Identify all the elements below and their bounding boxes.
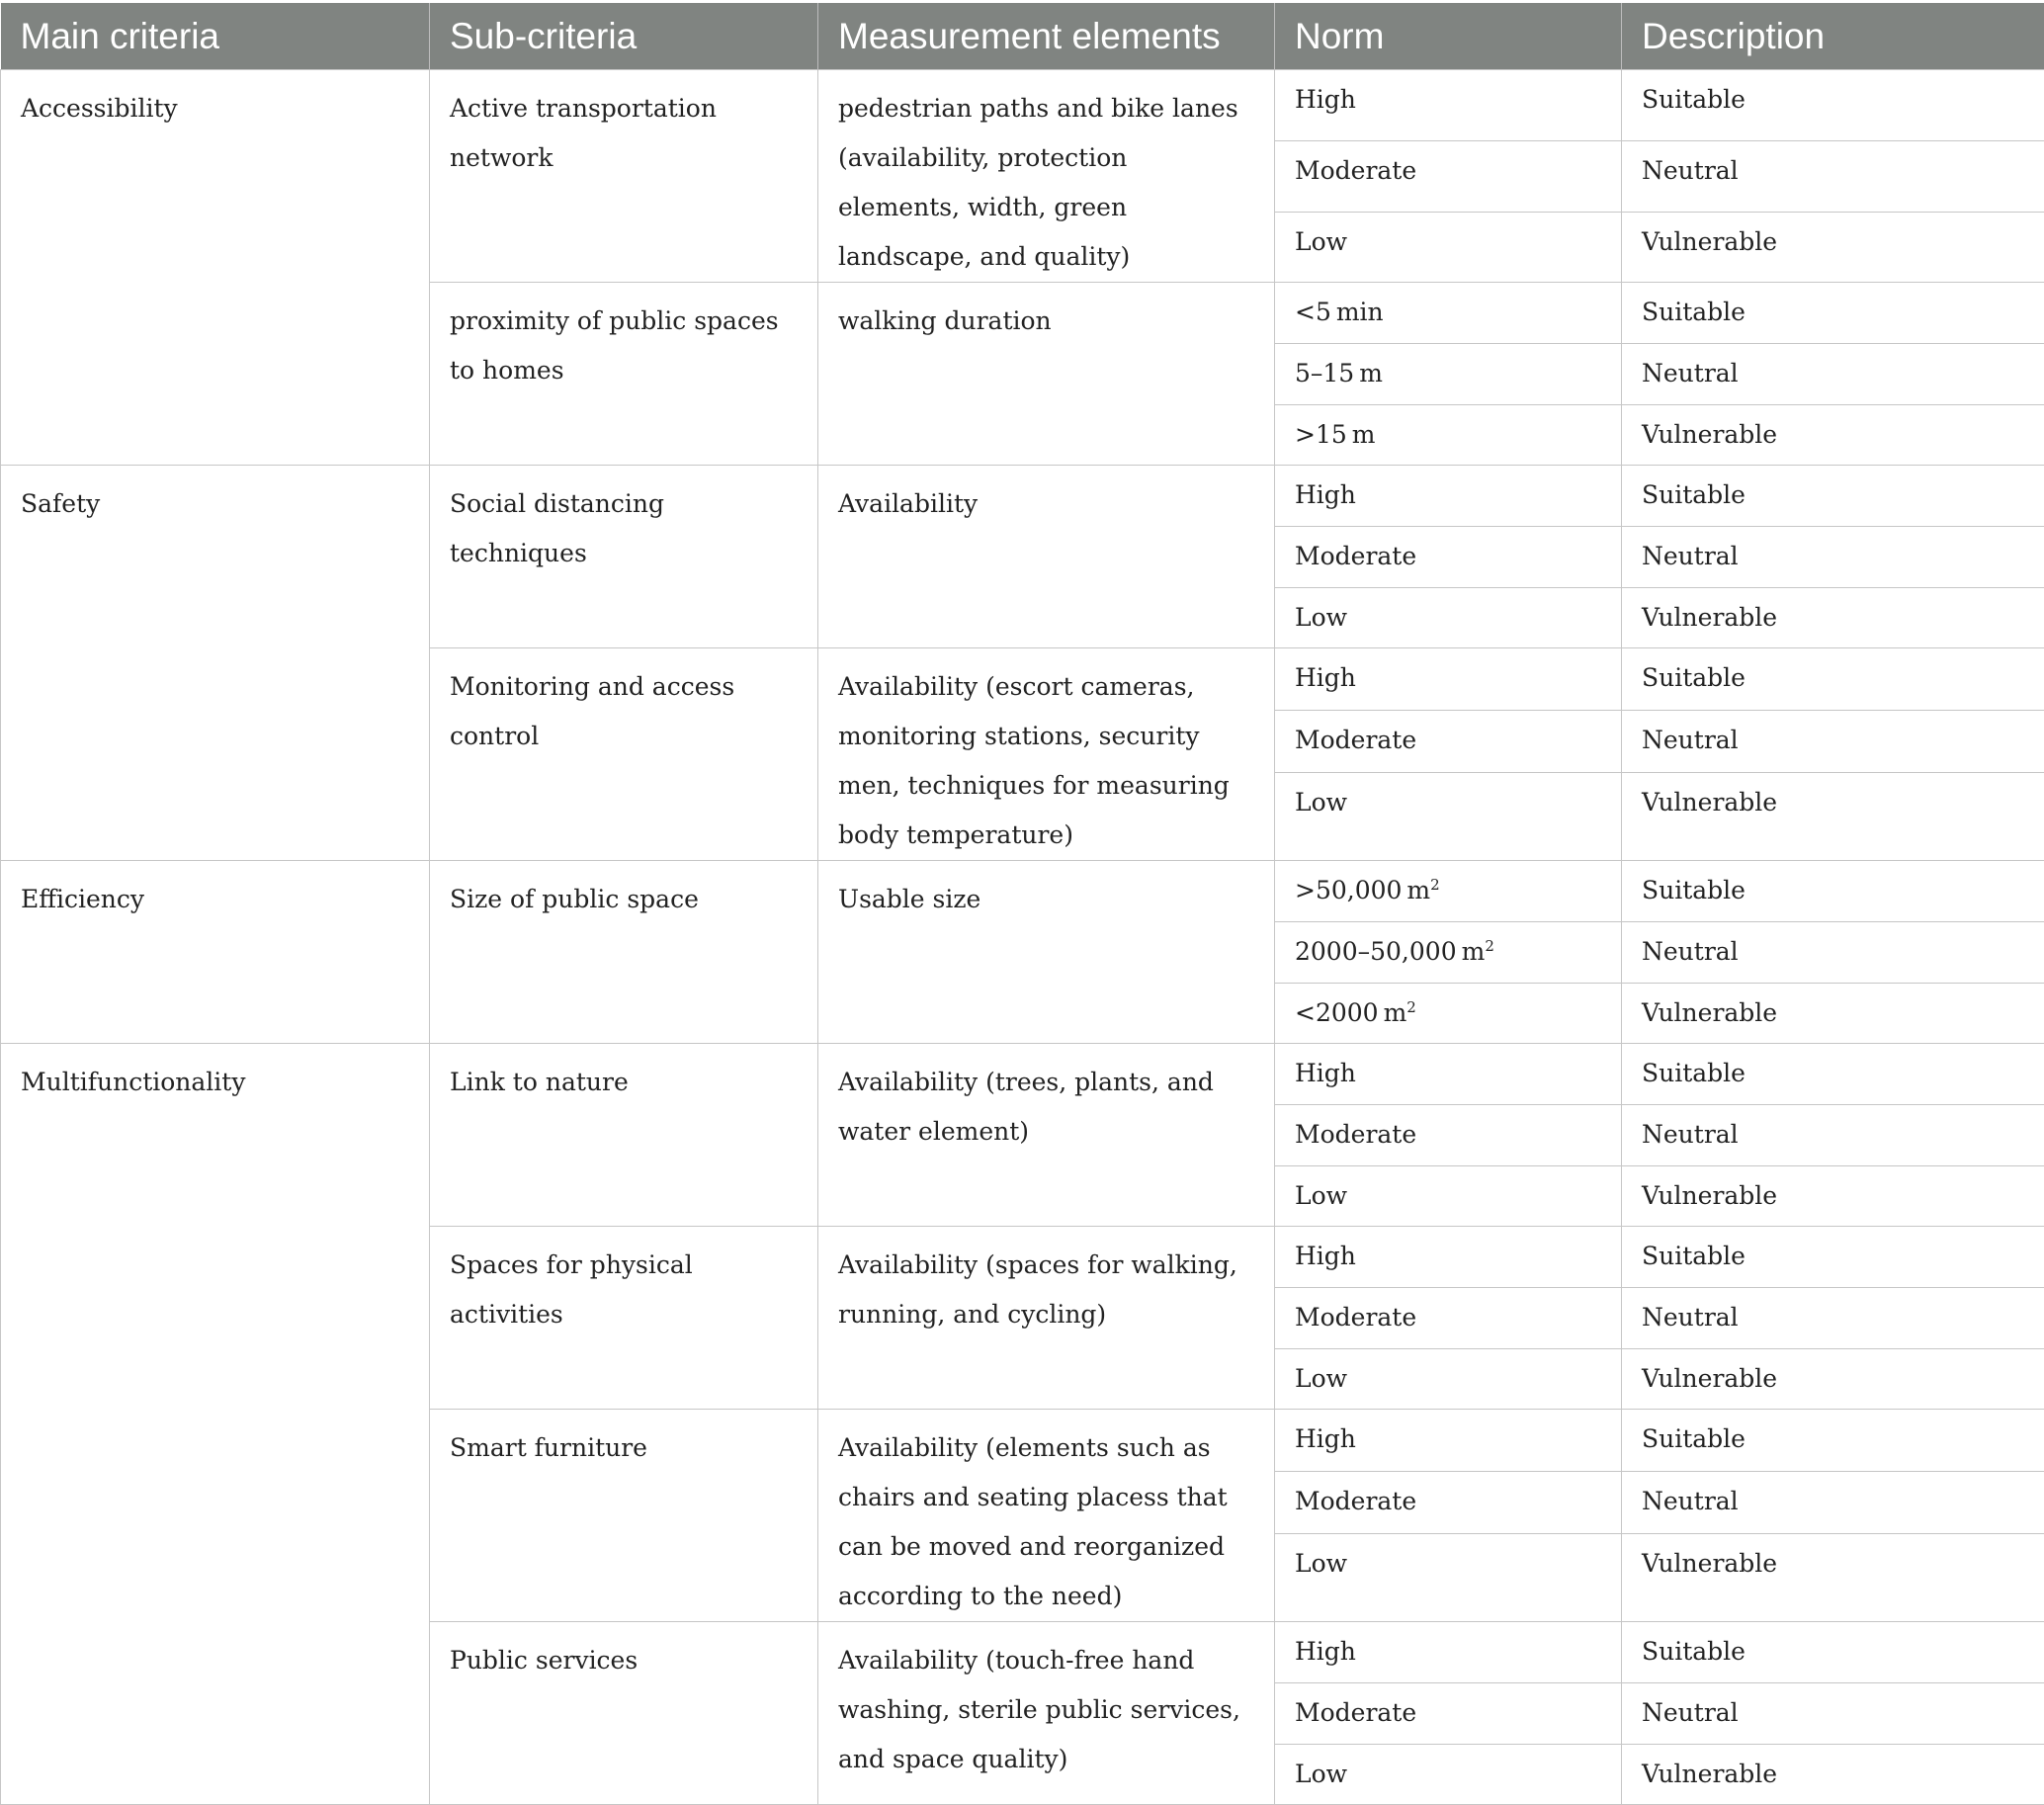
table-body	[1, 70, 2044, 1805]
norm-cell	[1275, 344, 1622, 405]
description-cell: Vulnerable	[1622, 405, 2044, 466]
description-cell: Suitable	[1622, 861, 2044, 922]
header-sub-criteria: Sub-criteria	[430, 3, 818, 70]
norm-cell	[1275, 710, 1622, 772]
description-cell: Vulnerable	[1622, 213, 2044, 283]
norm-value: Moderate	[1295, 156, 1416, 185]
measurement-elements-cell: Availability (spaces for walking, running, and cycling)	[818, 1227, 1275, 1410]
norm-value: 5–15 m	[1295, 359, 1383, 387]
description-cell: Suitable	[1622, 648, 2044, 711]
norm-cell	[1275, 1166, 1622, 1227]
sub-criteria-cell: Link to nature	[430, 1044, 818, 1227]
table-row	[1, 70, 2044, 141]
description-cell: Vulnerable	[1622, 984, 2044, 1044]
description-cell: Vulnerable	[1622, 1533, 2044, 1621]
sub-criteria-cell: Size of public space	[430, 861, 818, 1044]
measurement-elements-cell: Availability (trees, plants, and water element)	[818, 1044, 1275, 1227]
norm-value: Low	[1295, 1181, 1347, 1210]
norm-value: High	[1295, 663, 1356, 692]
norm-cell	[1275, 466, 1622, 527]
table-row	[1, 861, 2044, 922]
measurement-elements-cell: Availability	[818, 466, 1275, 648]
description-cell: Suitable	[1622, 1622, 2044, 1683]
description-cell: Suitable	[1622, 466, 2044, 527]
description-cell: Suitable	[1622, 283, 2044, 344]
header-measurement-elements: Measurement elements	[818, 3, 1275, 70]
norm-cell	[1275, 1745, 1622, 1805]
norm-value: >50,000 m	[1295, 876, 1430, 904]
header-description: Description	[1622, 3, 2044, 70]
norm-cell	[1275, 984, 1622, 1044]
norm-value: Moderate	[1295, 1487, 1416, 1515]
norm-value: High	[1295, 85, 1356, 114]
sub-criteria-cell: Public services	[430, 1622, 818, 1805]
norm-value: High	[1295, 1424, 1356, 1453]
description-cell: Suitable	[1622, 1044, 2044, 1105]
description-cell: Neutral	[1622, 344, 2044, 405]
description-cell: Neutral	[1622, 141, 2044, 213]
description-cell: Neutral	[1622, 1105, 2044, 1166]
main-criteria-cell: Efficiency	[1, 861, 430, 1044]
description-cell: Vulnerable	[1622, 1745, 2044, 1805]
norm-cell	[1275, 1227, 1622, 1288]
norm-cell	[1275, 1288, 1622, 1349]
norm-value: High	[1295, 1059, 1356, 1087]
sub-criteria-cell: Active transportation network	[430, 70, 818, 283]
norm-cell	[1275, 1349, 1622, 1410]
main-criteria-cell: Accessibility	[1, 70, 430, 466]
description-cell: Neutral	[1622, 1683, 2044, 1745]
header-row	[1, 3, 2044, 70]
norm-cell	[1275, 70, 1622, 141]
norm-cell	[1275, 1622, 1622, 1683]
measurement-elements-cell: walking duration	[818, 283, 1275, 466]
norm-value: <5 min	[1295, 298, 1384, 326]
norm-cell	[1275, 1683, 1622, 1745]
description-cell: Neutral	[1622, 710, 2044, 772]
main-criteria-cell: Multifunctionality	[1, 1044, 430, 1805]
norm-value: <2000 m	[1295, 998, 1406, 1027]
description-cell: Suitable	[1622, 70, 2044, 141]
norm-value: Moderate	[1295, 1698, 1416, 1727]
description-cell: Suitable	[1622, 1410, 2044, 1472]
table-row	[1, 1044, 2044, 1105]
norm-value: Low	[1295, 603, 1347, 632]
norm-cell	[1275, 1105, 1622, 1166]
unit-exponent: 2	[1430, 876, 1440, 894]
criteria-table	[0, 3, 2044, 1805]
measurement-elements-cell: Availability (elements such as chairs and seating placess that can be moved and reorganized according to the need)	[818, 1410, 1275, 1622]
description-cell: Neutral	[1622, 527, 2044, 588]
norm-cell	[1275, 1410, 1622, 1472]
norm-cell	[1275, 527, 1622, 588]
norm-value: Moderate	[1295, 726, 1416, 754]
description-cell: Vulnerable	[1622, 1349, 2044, 1410]
measurement-elements-cell: Availability (touch-free hand washing, sterile public services, and space quality)	[818, 1622, 1275, 1805]
sub-criteria-cell: proximity of public spaces to homes	[430, 283, 818, 466]
sub-criteria-cell: Spaces for physical activities	[430, 1227, 818, 1410]
description-cell: Vulnerable	[1622, 772, 2044, 860]
norm-cell	[1275, 772, 1622, 860]
sub-criteria-cell: Smart furniture	[430, 1410, 818, 1622]
measurement-elements-cell: pedestrian paths and bike lanes (availability, protection elements, width, green landscape, and quality)	[818, 70, 1275, 283]
description-cell: Neutral	[1622, 1471, 2044, 1533]
norm-cell	[1275, 861, 1622, 922]
norm-value: Moderate	[1295, 542, 1416, 570]
norm-cell	[1275, 1533, 1622, 1621]
header-norm: Norm	[1275, 3, 1622, 70]
norm-cell	[1275, 588, 1622, 648]
norm-cell	[1275, 213, 1622, 283]
sub-criteria-cell: Monitoring and access control	[430, 648, 818, 861]
norm-value: High	[1295, 480, 1356, 509]
norm-value: >15 m	[1295, 420, 1375, 449]
norm-value: High	[1295, 1637, 1356, 1666]
unit-exponent: 2	[1485, 937, 1494, 955]
description-cell: Suitable	[1622, 1227, 2044, 1288]
measurement-elements-cell: Usable size	[818, 861, 1275, 1044]
table-header	[1, 3, 2044, 70]
norm-value: Low	[1295, 1760, 1347, 1788]
norm-value: Moderate	[1295, 1120, 1416, 1149]
main-criteria-cell: Safety	[1, 466, 430, 861]
header-main-criteria: Main criteria	[1, 3, 430, 70]
norm-value: Low	[1295, 1549, 1347, 1578]
norm-value: Low	[1295, 788, 1347, 817]
norm-value: High	[1295, 1242, 1356, 1270]
description-cell: Vulnerable	[1622, 1166, 2044, 1227]
norm-cell	[1275, 1044, 1622, 1105]
norm-value: Moderate	[1295, 1303, 1416, 1332]
description-cell: Neutral	[1622, 922, 2044, 984]
table-row	[1, 466, 2044, 527]
unit-exponent: 2	[1406, 998, 1416, 1016]
norm-value: Low	[1295, 1364, 1347, 1393]
norm-cell	[1275, 922, 1622, 984]
norm-cell	[1275, 648, 1622, 711]
norm-cell	[1275, 283, 1622, 344]
norm-cell	[1275, 405, 1622, 466]
description-cell: Neutral	[1622, 1288, 2044, 1349]
sub-criteria-cell: Social distancing techniques	[430, 466, 818, 648]
norm-cell	[1275, 141, 1622, 213]
norm-value: 2000–50,000 m	[1295, 937, 1485, 966]
norm-value: Low	[1295, 227, 1347, 256]
description-cell: Vulnerable	[1622, 588, 2044, 648]
measurement-elements-cell: Availability (escort cameras, monitoring stations, security men, techniques for measuring body temperature)	[818, 648, 1275, 861]
norm-cell	[1275, 1471, 1622, 1533]
